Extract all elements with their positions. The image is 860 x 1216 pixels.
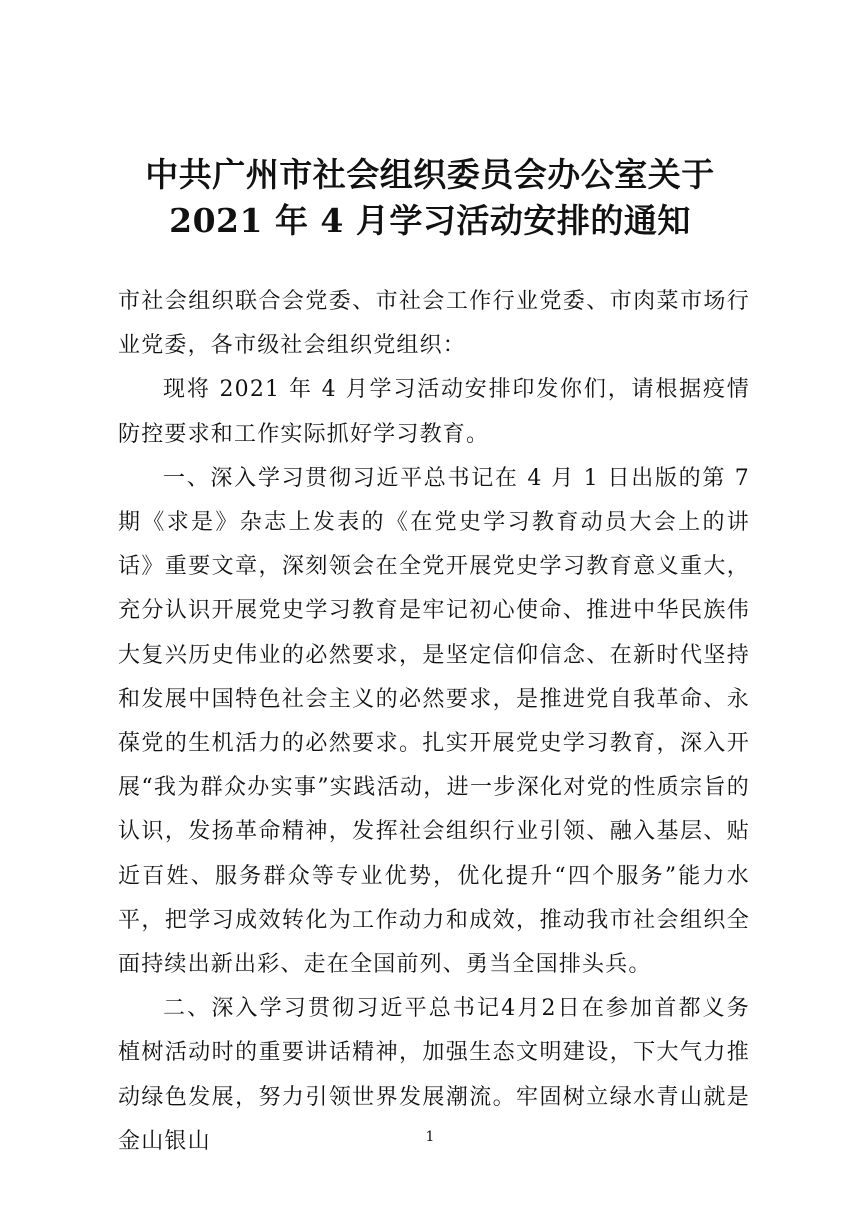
intro-paragraph: 现将 2021 年 4 月学习活动安排印发你们，请根据疫情防控要求和工作实际抓好学习教育。 bbox=[118, 377, 750, 447]
document-title-line-2: 2021 年 4 月学习活动安排的通知 bbox=[169, 201, 691, 240]
section-two-paragraph: 二、深入学习贯彻习近平总书记4月2日在参加首都义务植树活动时的重要讲话精神，加强生态文明建设，下大气力推动绿色发展，努力引领世界发展潮流。牢固树立绿水青山就是金山银山 bbox=[118, 996, 750, 1154]
salutation-paragraph: 市社会组织联合会党委、市社会工作行业党委、市肉菜市场行业党委，各市级社会组织党组织： bbox=[118, 289, 750, 359]
document-title-line-1: 中共广州市社会组织委员会办公室关于 bbox=[145, 155, 715, 194]
document-body bbox=[118, 280, 750, 1164]
page-number: 1 bbox=[425, 1129, 435, 1145]
section-one-paragraph: 一、深入学习贯彻习近平总书记在 4 月 1 日出版的第 7 期《求是》杂志上发表的《在党史学习教育动员大会上的讲话》重要文章，深刻领会在全党开展党史学习教育意义重大，充分认识开展党史学习教育是牢记初心使命、推进中华民族伟大复兴历史伟业的必然要求，是坚定信仰信念、在新时代坚持和发展中国特色社会主义的必然要求，是推进党自我革命、永葆党的生机活力的必然要求。扎实开展党史学习教育，深入开展“我为群众办实事”实践活动，进一步深化对党的性质宗旨的认识，发扬革命精神，发挥社会组织行业引领、融入基层、贴近百姓、服务群众等专业优势，优化提升“四个服务”能力水平，把学习成效转化为工作动力和成效，推动我市社会组织全面持续出新出彩、走在全国前列、勇当全国排头兵。 bbox=[118, 465, 750, 978]
